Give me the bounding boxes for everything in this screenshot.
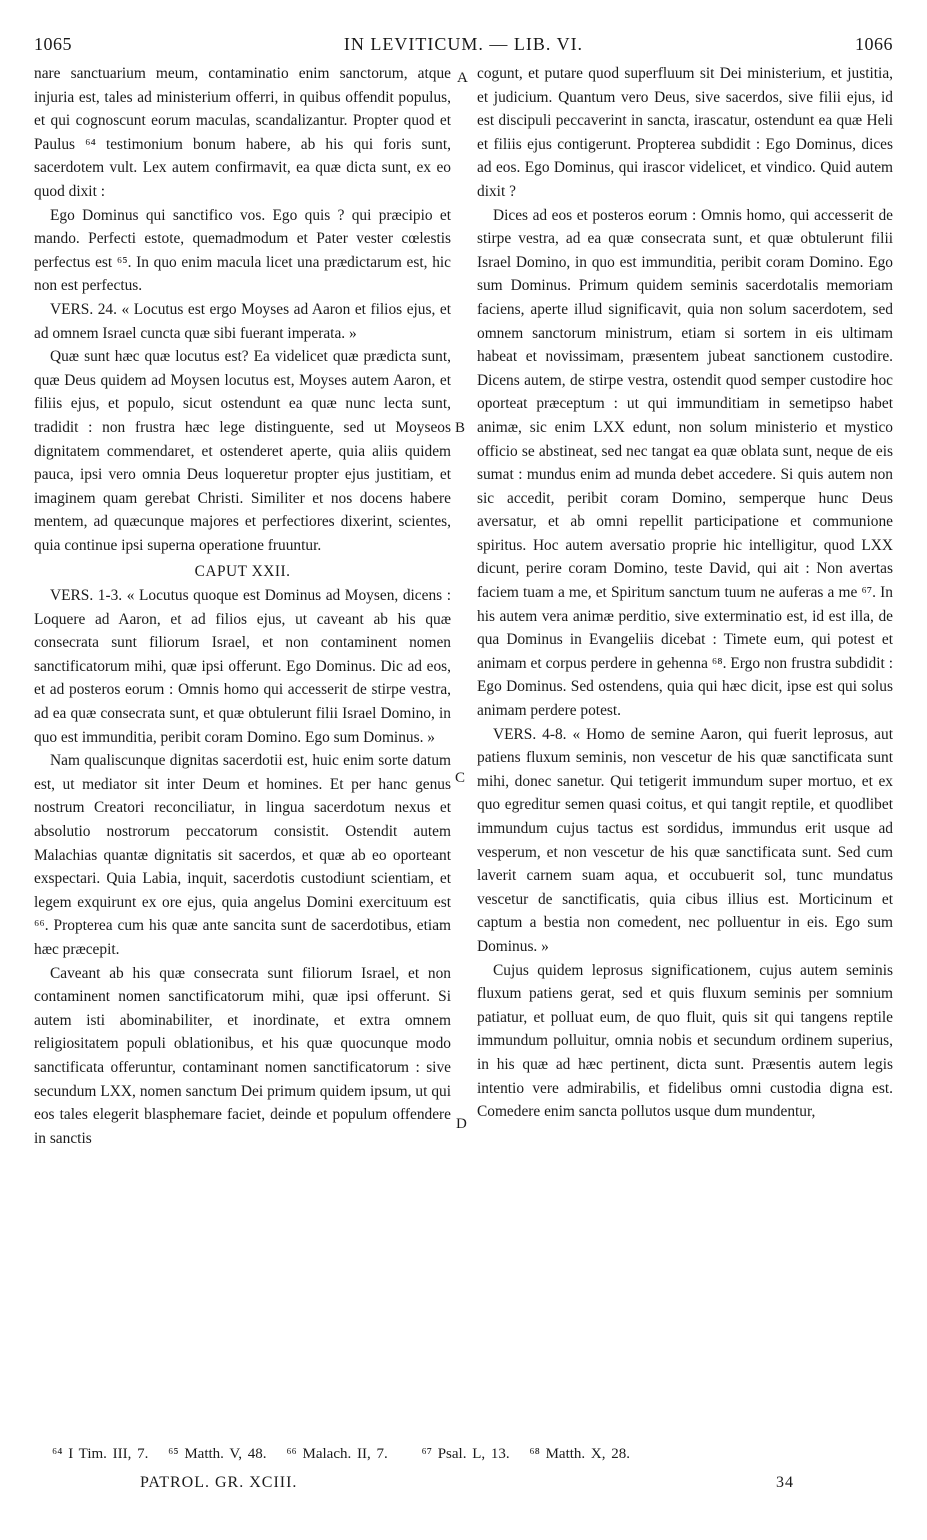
left-column bbox=[34, 62, 451, 1150]
verse-paragraph: VERS. 24. « Locutus est ergo Moyses ad Aaron et filios ejus, et ad omnem Israel cuncta quæ sibi fuerant imperata. » bbox=[34, 300, 451, 342]
footnote: ⁶⁷ Psal. L, 13. bbox=[421, 1446, 510, 1462]
paragraph: Caveant ab his quæ consecrata sunt filiorum Israel, et non contaminent nomen sanctificatorum mihi, quæ ipsi offerunt. Si autem isti abominabiliter, et inordinate, et extra omnem religiositatem populi oblationibus, et his quæ quocunque modo sanctificata offeruntur, contaminant nomen sanctificatorum : sive secundum LXX, nomen sanctum Dei primum quidem ipsum, ut qui eos tales elegerit blasphemare faciet, deinde et populum offendere in sanctis bbox=[34, 964, 451, 1147]
right-column bbox=[477, 62, 893, 1124]
paragraph: nare sanctuarium meum, contaminatio enim sanctorum, atque injuria est, tales ad ministerium offerri, in quibus offendit populus, et qui cognoscunt eorum maculas, scandalizantur. Propter quod et Paulus ⁶⁴ testimonium bonum habere, ab his qui foris sunt, sacerdotem vult. Lex autem confirmavit, ea quæ dicta sunt, ex eo quod dixit : bbox=[34, 65, 451, 200]
paragraph: Cujus quidem leprosus significationem, cujus autem seminis fluxum patiens gerat, sed et quis fluxum seminis per somnium patiatur, et polluat eum, de quo fluit, quis sit qui tangens reptile immundum polluitur, omnia nobis et secundum ordinem superius, in his quæ ad hæc pertinent, dicta sunt. Præsentis autem legis intentio vere admirabilis, et fidelibus omni custodia digna est. Comedere enim sancta pollutos usque dum mundentur, bbox=[477, 961, 893, 1121]
paragraph: Dices ad eos et posteros eorum : Omnis homo, qui accesserit de stirpe vestra, ad ea quæ consecrata sunt, et quæ obtulerunt filii Israel Domino, in quo est immunditia, peribit coram Domino. Ego sum Dominus. Primum quidem seminis sacerdotalis memoriam faciens, aperte illud significavit, quia non solum sacerdotem, sed omnem sanctorum ministrum, etiam si sortem in eis ultimam habeat et novissimam, præsentem jubeat sanctionem custodire. Dicens autem, de stirpe vestra, ostendit quod semper custodire hoc oporteat præceptum : ut qui immunditiam in semetipso habet animæ, sic enim LXX edunt, non solum ministerio et mystico officio se abstineat, sed nec tangat ea quæ oblata sunt, neque de eis sumat : mundus enim ad munda debet accedere. Si quis autem non sic accedit, peribit coram Domino, semperque hunc Deus aversatur, et ab omni repellit participatione et communione spiritus. Hoc autem aversatio proprie hic intelligitur, quod LXX dicunt, perire coram Domino, teste David, qui ait : Non avertas faciem tuam a me, et Spiritum sanctum tuum ne auferas a me ⁶⁷. In his autem vera animæ perditio, sive exterminatio est, id est illa, de qua Dominus in Evangeliis dicebat : Timete eum, qui potest et animam et corpus perdere in gehenna ⁶⁸. Ergo non frustra subdidit : Ego Dominus. Sed ostendens, quia qui hæc dicit, ipse est qui solus animam perdere potest. bbox=[477, 206, 893, 720]
chapter-heading: CAPUT XXII. bbox=[194, 563, 291, 581]
footnote: ⁶⁶ Malach. II, 7. bbox=[286, 1446, 388, 1462]
right-page-number: 1066 bbox=[855, 34, 893, 54]
series-label: PATROL. GR. XCIII. bbox=[140, 1474, 298, 1491]
paragraph: Ego Dominus qui sanctifico vos. Ego quis ? qui præcipio et mando. Perfecti estote, quemadmodum et Pater vester cœlestis perfectus est ⁶⁵. In quo enim macula licet una prædictarum est, hic non est perfectus. bbox=[34, 206, 451, 295]
margin-letter-d: D bbox=[456, 1116, 467, 1132]
footnotes bbox=[52, 1446, 644, 1463]
footnote: ⁶⁵ Matth. V, 48. bbox=[168, 1446, 267, 1462]
paragraph: Nam qualiscunque dignitas sacerdotii est, huic enim sorte datum est, ut mediator sit inter Deum et homines. Et per hanc genus nostrum Creatori reconciliatur, in lingua sacerdotum nexus et absolutio nostrorum peccatorum consistit. Ostendit autem Malachias quantæ dignitatis sit sacerdos, et quæ ab eo oporteant exspectari. Quia Labia, inquit, sacerdotis custodiunt scientiam, et legem exquirunt ex ore ejus, quia angelus Domini exercituum est ⁶⁶. Propterea cum his quæ ante sancita sunt de sacerdotibus, etiam hæc præcepit. bbox=[34, 752, 451, 958]
footnote: ⁶⁸ Matth. X, 28. bbox=[529, 1446, 631, 1462]
verse-paragraph: VERS. 1-3. « Locutus quoque est Dominus ad Moysen, dicens : Loquere ad Aaron, et ad filios ejus, ut caveant ab his quæ consecrata sunt filiorum Israel, et non contaminent nomen sanctificatorum mihi, quæ ipsi offerunt. Ego Dominus. Dic ad eos, et ad posteros eorum : Omnis homo qui accesserit de stirpe vestra, ad ea quæ consecrata sunt, et quæ obtulerunt filii Israel Domino, in quo est immunditia, peribit coram Domino. Ego sum Dominus. » bbox=[34, 587, 451, 746]
margin-letter-b: B bbox=[455, 420, 466, 436]
footnote: ⁶⁴ I Tim. III, 7. bbox=[52, 1446, 149, 1462]
signature-mark: 34 bbox=[776, 1474, 794, 1491]
paragraph: Quæ sunt hæc quæ locutus est? Ea videlicet quæ prædicta sunt, quæ Deus quidem ad Moysen locutus est, Moyses autem Aaron, et filiis ejus, et populo, sicut ostendunt ea quæ nunc lecta sunt, tradidit : non frustra hæc lege distinguente, sed ut Moyseos dignitatem commendaret, et ostenderet aperte, quia aliis quidem pauca, ipsi vero omnia Deus loqueretur propter ejus justitiam, et imaginem quam gerebat Christi. Similiter et nos docens habere mentem, ad quæcunque majores et perfectiores dixerint, scientes, quia continue ipsi superna operatione fruuntur. bbox=[34, 348, 451, 554]
margin-letter-c: C bbox=[455, 770, 466, 786]
paragraph: cogunt, et putare quod superfluum sit Dei ministerium, et justitia, et judicium. Quantum vero Deus, sive sacerdos, sive filii ejus, id est discipuli peccaverint in sancta, irascatur, ostendunt ea quæ Heli et filiis ejus contigerunt. Propterea subdidit : Ego Dominus, dices ad eos. Ego Dominus, qui irascor videlicet, et vindico. Quid autem dixit ? bbox=[477, 65, 893, 200]
margin-letter-a: A bbox=[457, 70, 468, 86]
left-page-number: 1065 bbox=[34, 34, 72, 54]
verse-paragraph: VERS. 4-8. « Homo de semine Aaron, qui fuerit leprosus, aut patiens fluxum seminis, non vescetur de his quæ sanctificata sunt mihi, donec sanetur. Qui tetigerit immundum super mortuo, et ex quo egreditur semen quasi coitus, et qui tangit reptile, et quodlibet immundum cujus tactus est sordidus, immundus erit usque ad vesperum, et non vescetur de his quæ sanctificata sunt. Sed cum laverit carnem suam aqua, et occubuerit sol, tunc mundatus vescetur de sanctificatis, quia cibus illius est. Morticinum et captum a bestia non comedent, nec polluentur in eis. Ego sum Dominus. » bbox=[477, 725, 893, 955]
running-title: IN LEVITICUM. — LIB. VI. bbox=[343, 34, 584, 54]
